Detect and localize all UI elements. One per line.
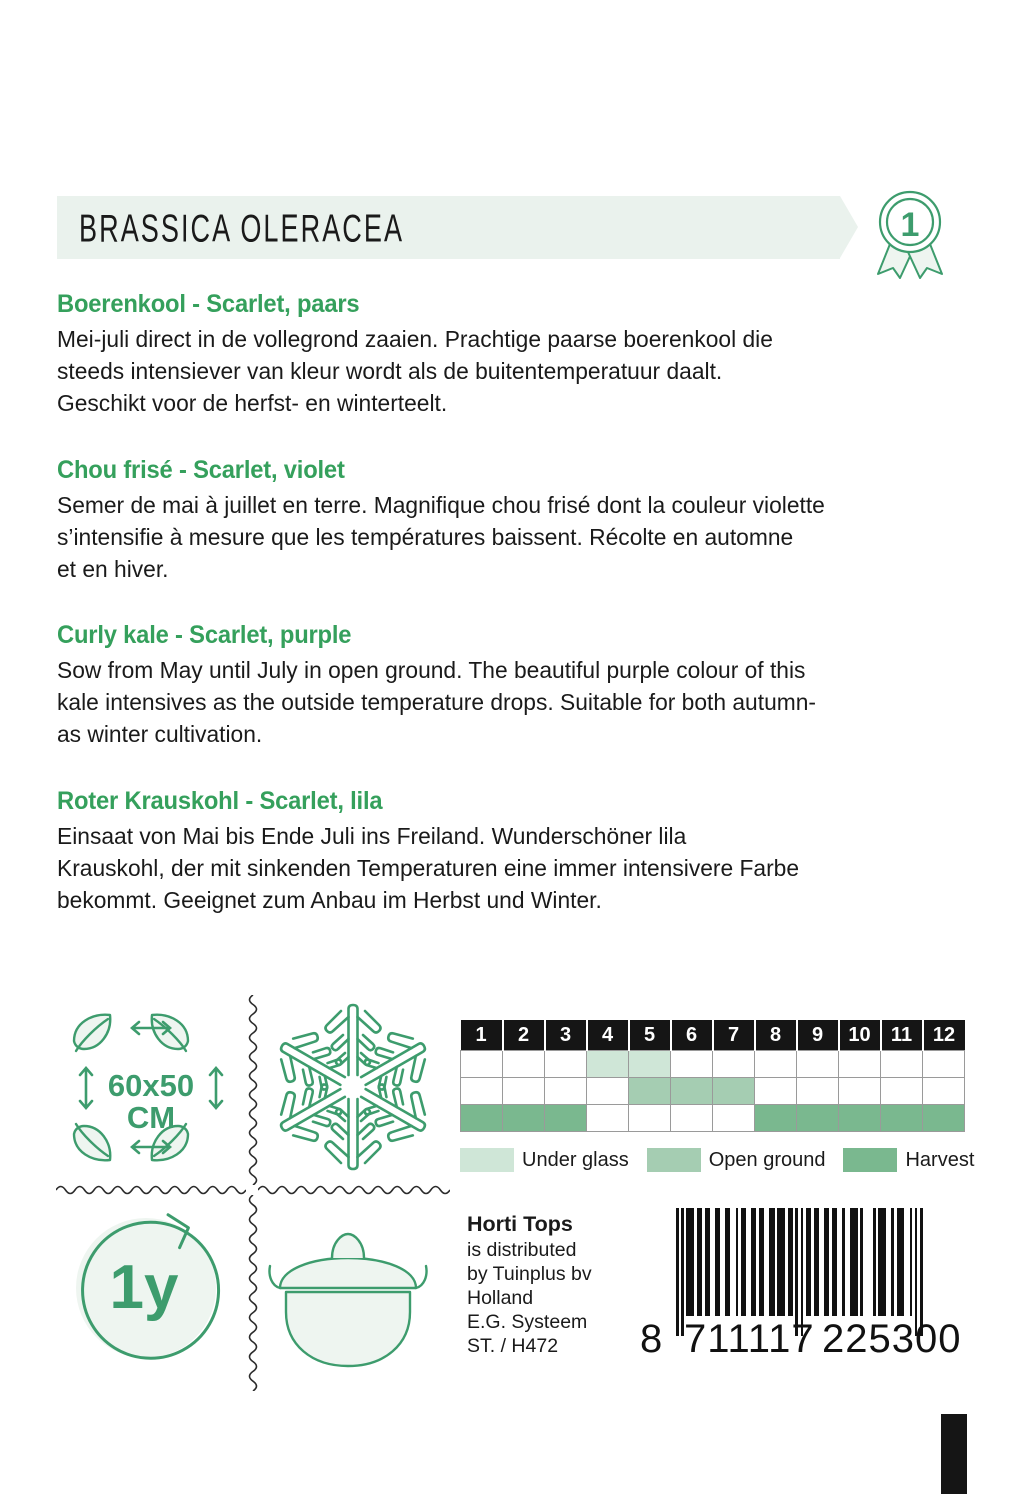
calendar-month-header: 8 bbox=[755, 1020, 797, 1051]
calendar-month-header: 10 bbox=[839, 1020, 881, 1051]
calendar-cell bbox=[839, 1105, 881, 1132]
calendar-cell bbox=[461, 1105, 503, 1132]
description-line: et en hiver. bbox=[57, 556, 169, 582]
sowing-calendar bbox=[460, 1020, 965, 1132]
calendar-cell bbox=[881, 1105, 923, 1132]
barcode-bar bbox=[777, 1208, 785, 1316]
description-line: bekommt. Geeignet zum Anbau im Herbst und Winter. bbox=[57, 887, 602, 913]
calendar-cell bbox=[713, 1105, 755, 1132]
calendar-cell bbox=[545, 1105, 587, 1132]
calendar-header-row bbox=[461, 1020, 965, 1051]
calendar-cell bbox=[923, 1078, 965, 1105]
calendar-month-header: 12 bbox=[923, 1020, 965, 1051]
calendar-cell bbox=[545, 1078, 587, 1105]
calendar-legend bbox=[460, 1148, 980, 1172]
plant-spacing-icon bbox=[56, 995, 246, 1180]
calendar-cell bbox=[629, 1078, 671, 1105]
calendar-month-header: 3 bbox=[545, 1020, 587, 1051]
calendar-cell bbox=[923, 1051, 965, 1078]
calendar-cell bbox=[713, 1051, 755, 1078]
description-line: Einsaat von Mai bis Ende Juli ins Freiland. Wunderschöner lila bbox=[57, 823, 687, 849]
award-rosette-icon bbox=[860, 182, 960, 282]
calendar-month-header: 2 bbox=[503, 1020, 545, 1051]
legend-swatch bbox=[843, 1148, 897, 1172]
distributor-batch-code: ST. / H472 bbox=[467, 1335, 559, 1357]
description-text-fr bbox=[57, 489, 949, 585]
snowflake-icon bbox=[258, 995, 448, 1180]
description-block-fr bbox=[57, 456, 977, 585]
calendar-month-header: 1 bbox=[461, 1020, 503, 1051]
calendar-month-header: 5 bbox=[629, 1020, 671, 1051]
calendar-cell bbox=[671, 1105, 713, 1132]
calendar-month-header: 7 bbox=[713, 1020, 755, 1051]
barcode-bar bbox=[897, 1208, 905, 1316]
description-line: Mei-juli direct in de vollegrond zaaien. Prachtige paarse boerenkool die bbox=[57, 326, 773, 352]
variety-title-fr: Chou frisé - Scarlet, violet bbox=[57, 456, 345, 484]
barcode-bar bbox=[850, 1208, 858, 1316]
calendar-row-open_ground bbox=[461, 1078, 965, 1105]
description-line: Semer de mai à juillet en terre. Magnifique chou frisé dont la couleur violette bbox=[57, 492, 825, 518]
barcode-space bbox=[863, 1208, 873, 1316]
seed-viability-icon bbox=[56, 1200, 246, 1385]
calendar-cell bbox=[797, 1078, 839, 1105]
calendar-cell bbox=[461, 1051, 503, 1078]
calendar-cell bbox=[755, 1078, 797, 1105]
calendar-cell bbox=[923, 1105, 965, 1132]
variety-title-de: Roter Krauskohl - Scarlet, lila bbox=[57, 787, 383, 815]
legend-swatch bbox=[647, 1148, 701, 1172]
description-text-nl bbox=[57, 323, 949, 419]
legend-item bbox=[843, 1148, 974, 1172]
divider-wave-horizontal bbox=[56, 1183, 246, 1197]
description-block-en bbox=[57, 621, 977, 750]
distributor-line: is distributed bbox=[467, 1239, 577, 1261]
calendar-cell bbox=[587, 1078, 629, 1105]
calendar-cell bbox=[839, 1051, 881, 1078]
description-text-de bbox=[57, 820, 949, 916]
calendar-month-header: 4 bbox=[587, 1020, 629, 1051]
calendar-row-harvest bbox=[461, 1105, 965, 1132]
calendar-cell bbox=[671, 1051, 713, 1078]
legend-item bbox=[460, 1148, 629, 1172]
description-line: Krauskohl, der mit sinkenden Temperaturen eine immer intensivere Farbe bbox=[57, 855, 800, 881]
calendar-cell bbox=[629, 1105, 671, 1132]
barcode-right-group: 225300 bbox=[822, 1317, 962, 1361]
calendar-cell bbox=[587, 1105, 629, 1132]
description-line: as winter cultivation. bbox=[57, 721, 263, 747]
calendar-month-header: 9 bbox=[797, 1020, 839, 1051]
calendar-cell bbox=[797, 1105, 839, 1132]
legend-swatch bbox=[460, 1148, 514, 1172]
calendar-cell bbox=[671, 1078, 713, 1105]
barcode-digits bbox=[640, 1318, 970, 1360]
brand-name: Horti Tops bbox=[467, 1212, 573, 1236]
legend-label: Under glass bbox=[522, 1148, 629, 1171]
description-line: Sow from May until July in open ground. The beautiful purple colour of this bbox=[57, 657, 806, 683]
divider-wave-horizontal bbox=[258, 1183, 450, 1197]
barcode-quiet-zone bbox=[640, 1208, 676, 1209]
cultivation-icons bbox=[50, 995, 445, 1390]
page-title: BRASSICA OLERACEA bbox=[79, 206, 405, 250]
description-line: steeds intensiever van kleur wordt als de buitentemperatuur daalt. bbox=[57, 358, 723, 384]
description-block-de bbox=[57, 787, 977, 916]
legend-label: Harvest bbox=[905, 1148, 975, 1171]
variety-title-nl: Boerenkool - Scarlet, paars bbox=[57, 290, 360, 318]
barcode-bar bbox=[878, 1208, 886, 1316]
barcode-left-group: 711117 bbox=[684, 1317, 815, 1361]
award-badge-number: 1 bbox=[900, 206, 920, 244]
calendar-month-header: 6 bbox=[671, 1020, 713, 1051]
legend-item bbox=[647, 1148, 826, 1172]
distributor-line: E.G. Systeem bbox=[467, 1311, 588, 1333]
calendar-cell bbox=[755, 1105, 797, 1132]
calendar-cell bbox=[461, 1078, 503, 1105]
calendar-cell bbox=[503, 1078, 545, 1105]
description-line: Geschikt voor de herfst- en winterteelt. bbox=[57, 390, 448, 416]
viability-value: 1y bbox=[109, 1253, 179, 1322]
distributor-line: by Tuinplus bv bbox=[467, 1263, 592, 1285]
spacing-value: 60x50 bbox=[107, 1068, 195, 1103]
calendar-cell bbox=[629, 1051, 671, 1078]
calendar-cell bbox=[545, 1051, 587, 1078]
legend-label: Open ground bbox=[708, 1148, 826, 1171]
barcode-lead-digit: 8 bbox=[640, 1317, 664, 1361]
description-text-en bbox=[57, 654, 949, 750]
print-registration-mark bbox=[941, 1414, 967, 1494]
calendar-cell bbox=[713, 1078, 755, 1105]
variety-title-en: Curly kale - Scarlet, purple bbox=[57, 621, 352, 649]
barcode bbox=[640, 1208, 970, 1373]
calendar-cell bbox=[881, 1078, 923, 1105]
calendar-cell bbox=[755, 1051, 797, 1078]
calendar-cell bbox=[797, 1051, 839, 1078]
spacing-unit: CM bbox=[126, 1100, 176, 1135]
description-line: kale intensives as the outside temperature drops. Suitable for both autumn- bbox=[57, 689, 817, 715]
calendar-cell bbox=[503, 1051, 545, 1078]
calendar-row-under_glass bbox=[461, 1051, 965, 1078]
description-block-nl bbox=[57, 290, 977, 419]
distributor-line: Holland bbox=[467, 1287, 534, 1309]
calendar-cell bbox=[881, 1051, 923, 1078]
calendar-table bbox=[460, 1020, 965, 1132]
distributor-info bbox=[467, 1210, 647, 1358]
calendar-month-header: 11 bbox=[881, 1020, 923, 1051]
cooking-pot-icon bbox=[258, 1200, 448, 1385]
barcode-bar bbox=[686, 1208, 694, 1316]
header bbox=[57, 196, 972, 262]
calendar-cell bbox=[503, 1105, 545, 1132]
description-line: s’intensifie à mesure que les températures baissent. Récolte en automne bbox=[57, 524, 794, 550]
calendar-cell bbox=[839, 1078, 881, 1105]
calendar-cell bbox=[587, 1051, 629, 1078]
